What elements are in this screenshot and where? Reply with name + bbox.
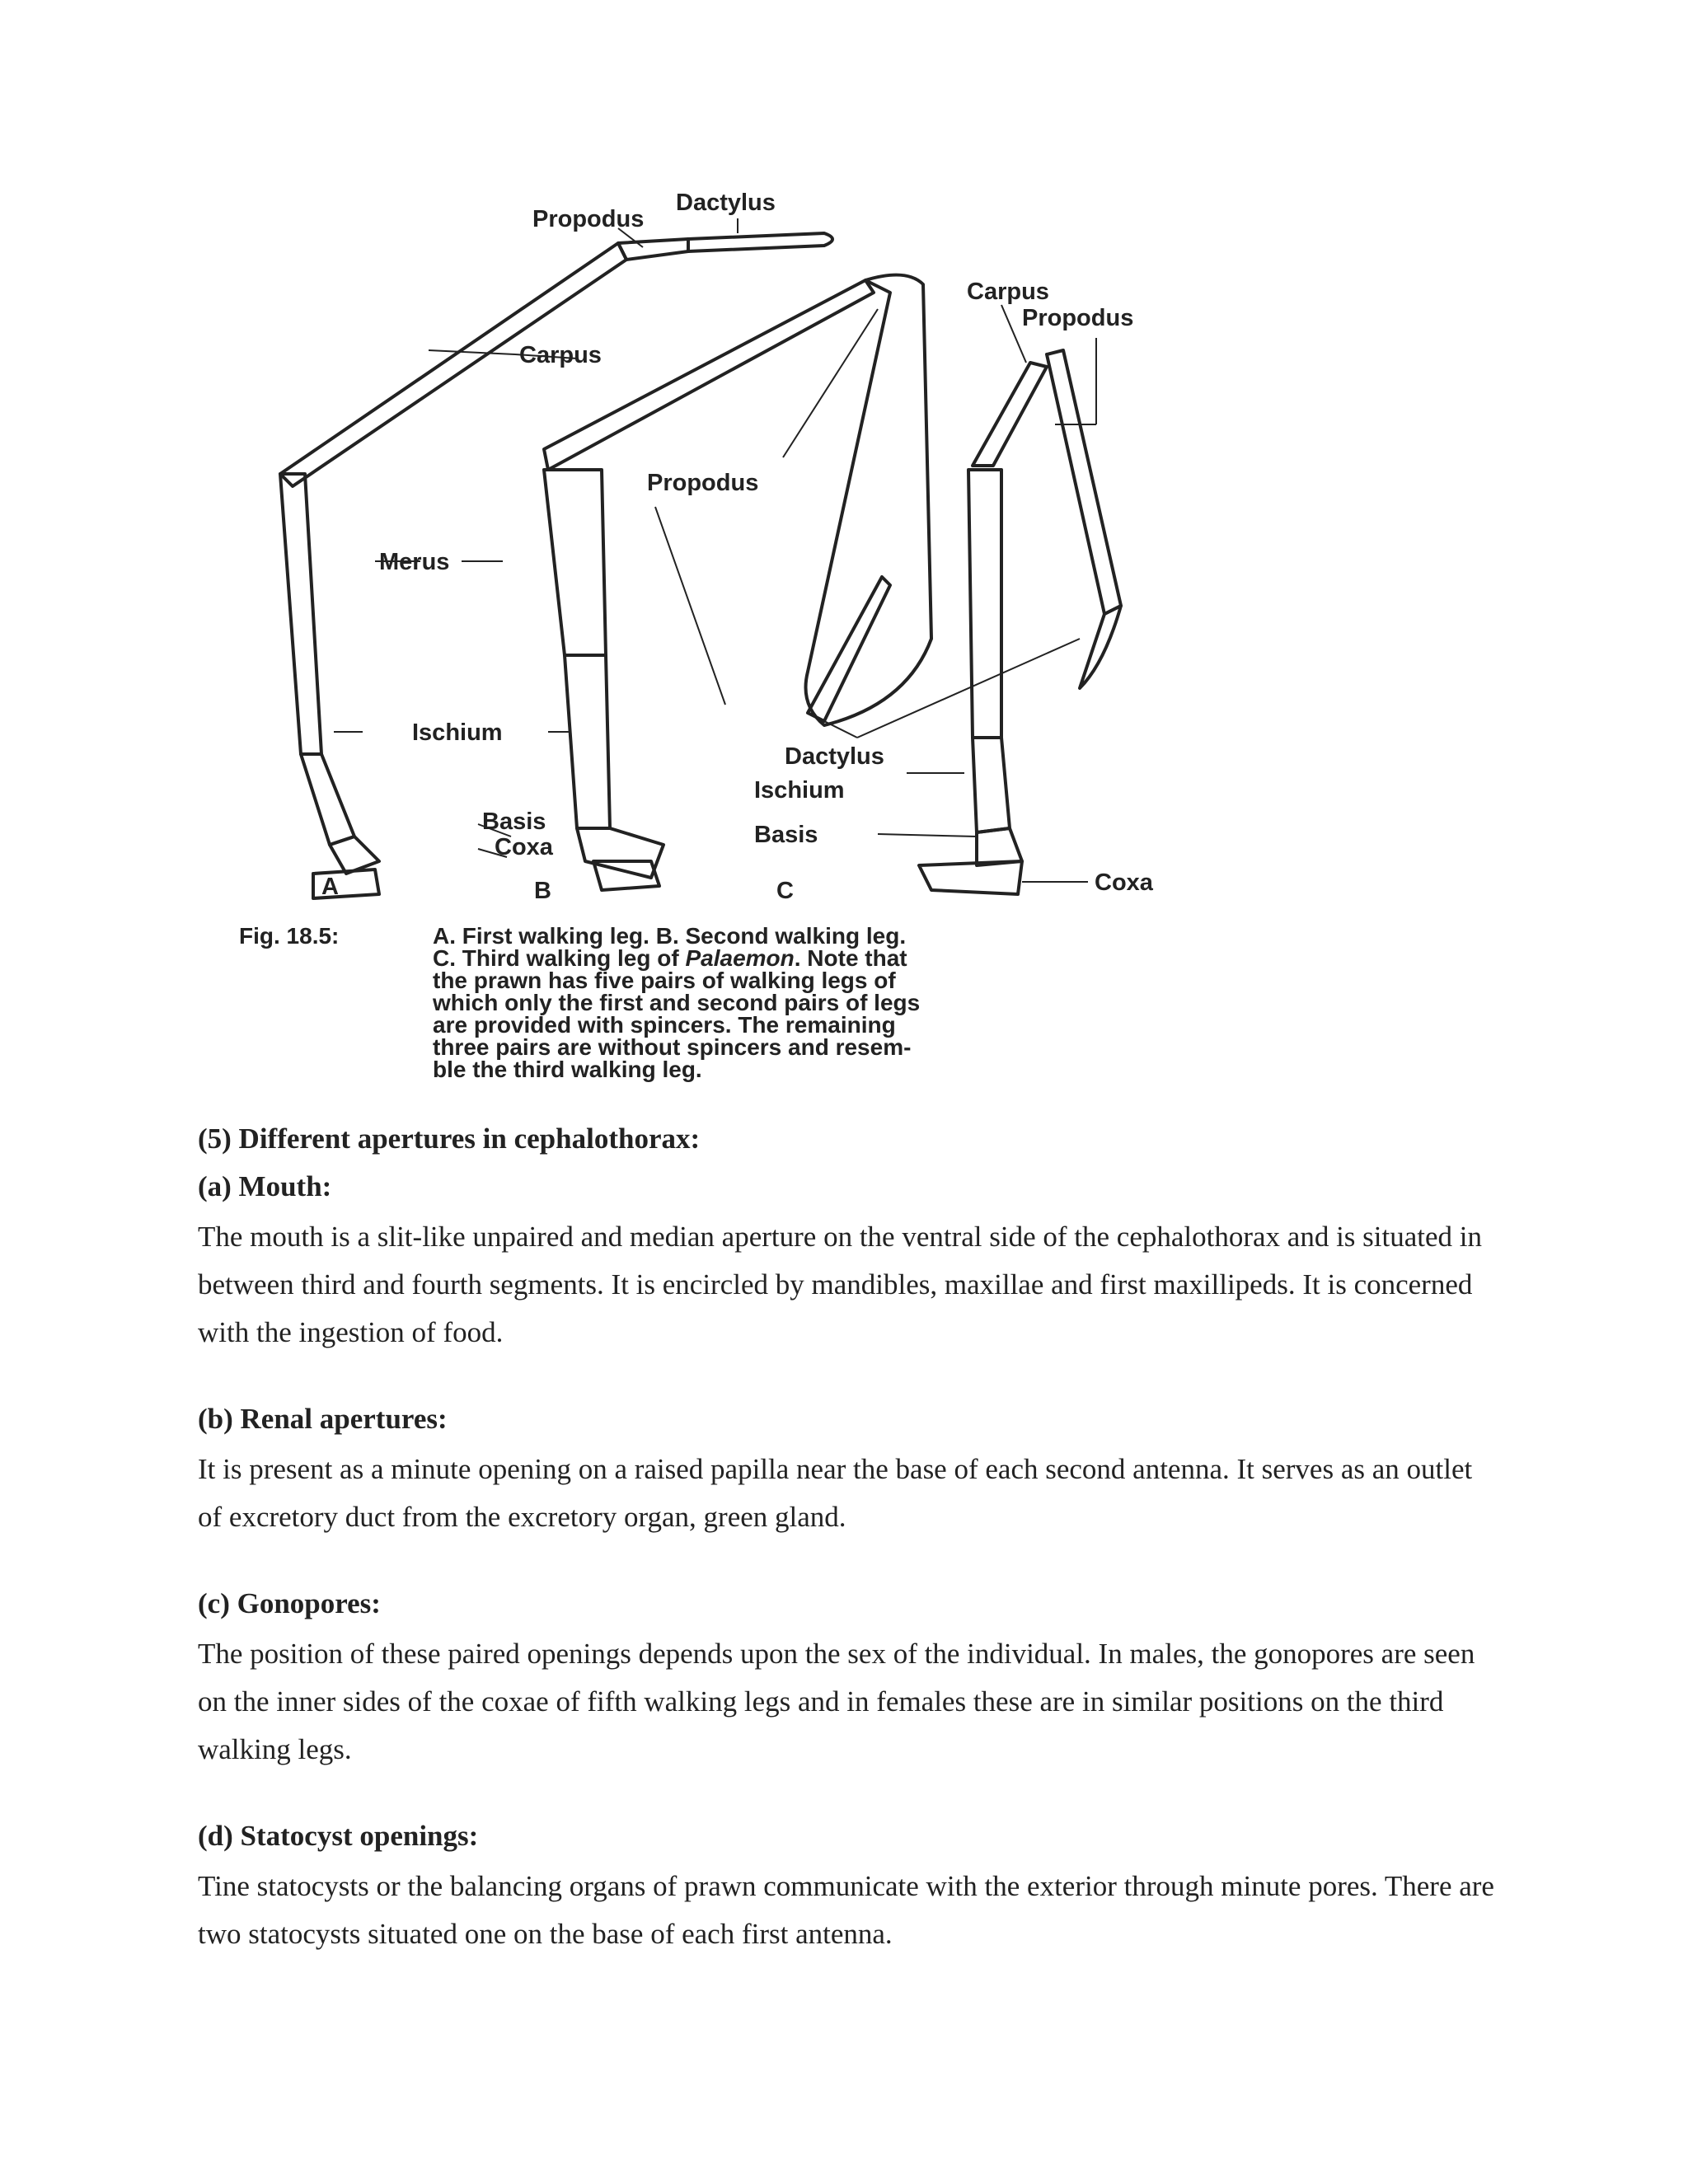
document-body: [198, 1122, 1500, 1958]
label-ischium-c: Ischium: [754, 777, 845, 804]
label-letter-c: C: [776, 878, 794, 904]
section-text: It is present as a minute opening on a raised papilla near the base of each second antenna. It serves as an outlet of excretory duct from the excretory organ, green gland.: [198, 1453, 1473, 1533]
section-title: (b) Renal apertures:: [198, 1403, 448, 1435]
label-propodus-a: Propodus: [532, 206, 645, 232]
label-ischium-a: Ischium: [412, 719, 503, 746]
leg-c-dactylus: [1080, 606, 1121, 688]
label-coxa-c: Coxa: [1095, 869, 1153, 896]
leg-c-ischium: [973, 738, 1010, 832]
label-basis-a: Basis: [482, 808, 546, 835]
section-mouth: [198, 1170, 1500, 1357]
leg-c-coxa: [919, 861, 1022, 894]
label-letter-a: A: [321, 874, 339, 900]
section-renal-apertures: [198, 1403, 1500, 1541]
section-heading: (5) Different apertures in cephalothorax:: [198, 1122, 701, 1155]
label-propodus-c: Propodus: [1022, 305, 1134, 331]
label-basis-c: Basis: [754, 822, 818, 848]
section-gonopores: [198, 1587, 1500, 1774]
leg-b-carpus: [544, 280, 874, 470]
leg-b-merus: [544, 470, 606, 655]
caption-line-6: three pairs are without spincers and resem-: [433, 1034, 912, 1060]
leg-b-basis: [577, 828, 663, 878]
leg-b-dactylus: [808, 577, 890, 721]
section-statocyst-openings: [198, 1820, 1500, 1958]
leg-a-ischium: [301, 754, 354, 845]
label-propodus-b: Propodus: [647, 470, 759, 496]
leg-c-carpus: [973, 363, 1047, 466]
caption-line-1: A. First walking leg. B. Second walking leg.: [433, 923, 907, 949]
leg-c-basis: [977, 828, 1022, 865]
caption-line-2: C. Third walking leg of Palaemon. Note that: [433, 945, 907, 971]
label-merus: Merus: [379, 549, 450, 575]
section-title: (c) Gonopores:: [198, 1587, 381, 1619]
leg-c-propodus: [1047, 350, 1121, 614]
caption-label: Fig. 18.5:: [239, 923, 340, 949]
caption-line-5: are provided with spincers. The remaining: [433, 1012, 896, 1038]
leg-b-ischium: [565, 655, 610, 828]
label-letter-b: B: [534, 878, 551, 904]
label-dactylus-b: Dactylus: [785, 743, 884, 770]
section-title: (a) Mouth:: [198, 1170, 332, 1202]
leg-a-basis: [330, 837, 379, 874]
section-text: The position of these paired openings depends upon the sex of the individual. In males, the gonopores are seen on the inner sides of the coxae of fifth walking legs and in females these are in similar positions on the third walking legs.: [198, 1638, 1475, 1765]
section-text: The mouth is a slit-like unpaired and median aperture on the ventral side of the cephalothorax and is situated in between third and fourth segments. It is encircled by mandibles, maxillae and first maxillipeds. It is concerned with the ingestion of food.: [198, 1221, 1482, 1348]
walking-legs-diagram: [231, 177, 1220, 1108]
leg-a-dactylus: [688, 233, 832, 251]
label-dactylus-a: Dactylus: [676, 190, 776, 216]
label-carpus-b: Carpus: [519, 342, 602, 368]
section-text: Tine statocysts or the balancing organs of prawn communicate with the exterior through minute pores. There are two statocysts situated one on the base of each first antenna.: [198, 1870, 1494, 1950]
leg-c-merus: [968, 470, 1001, 738]
leg-b-propodus: [806, 275, 932, 725]
leg-a-propodus: [618, 239, 688, 260]
label-coxa-a: Coxa: [495, 834, 553, 860]
caption-line-4: which only the first and second pairs of legs: [433, 990, 921, 1015]
leg-figure: [231, 177, 1220, 1108]
label-carpus-c: Carpus: [967, 279, 1049, 305]
caption-line-3: the prawn has five pairs of walking legs of: [433, 968, 896, 993]
caption-line-7: ble the third walking leg.: [433, 1057, 702, 1082]
leg-a-merus: [280, 474, 321, 754]
section-title: (d) Statocyst openings:: [198, 1820, 479, 1852]
